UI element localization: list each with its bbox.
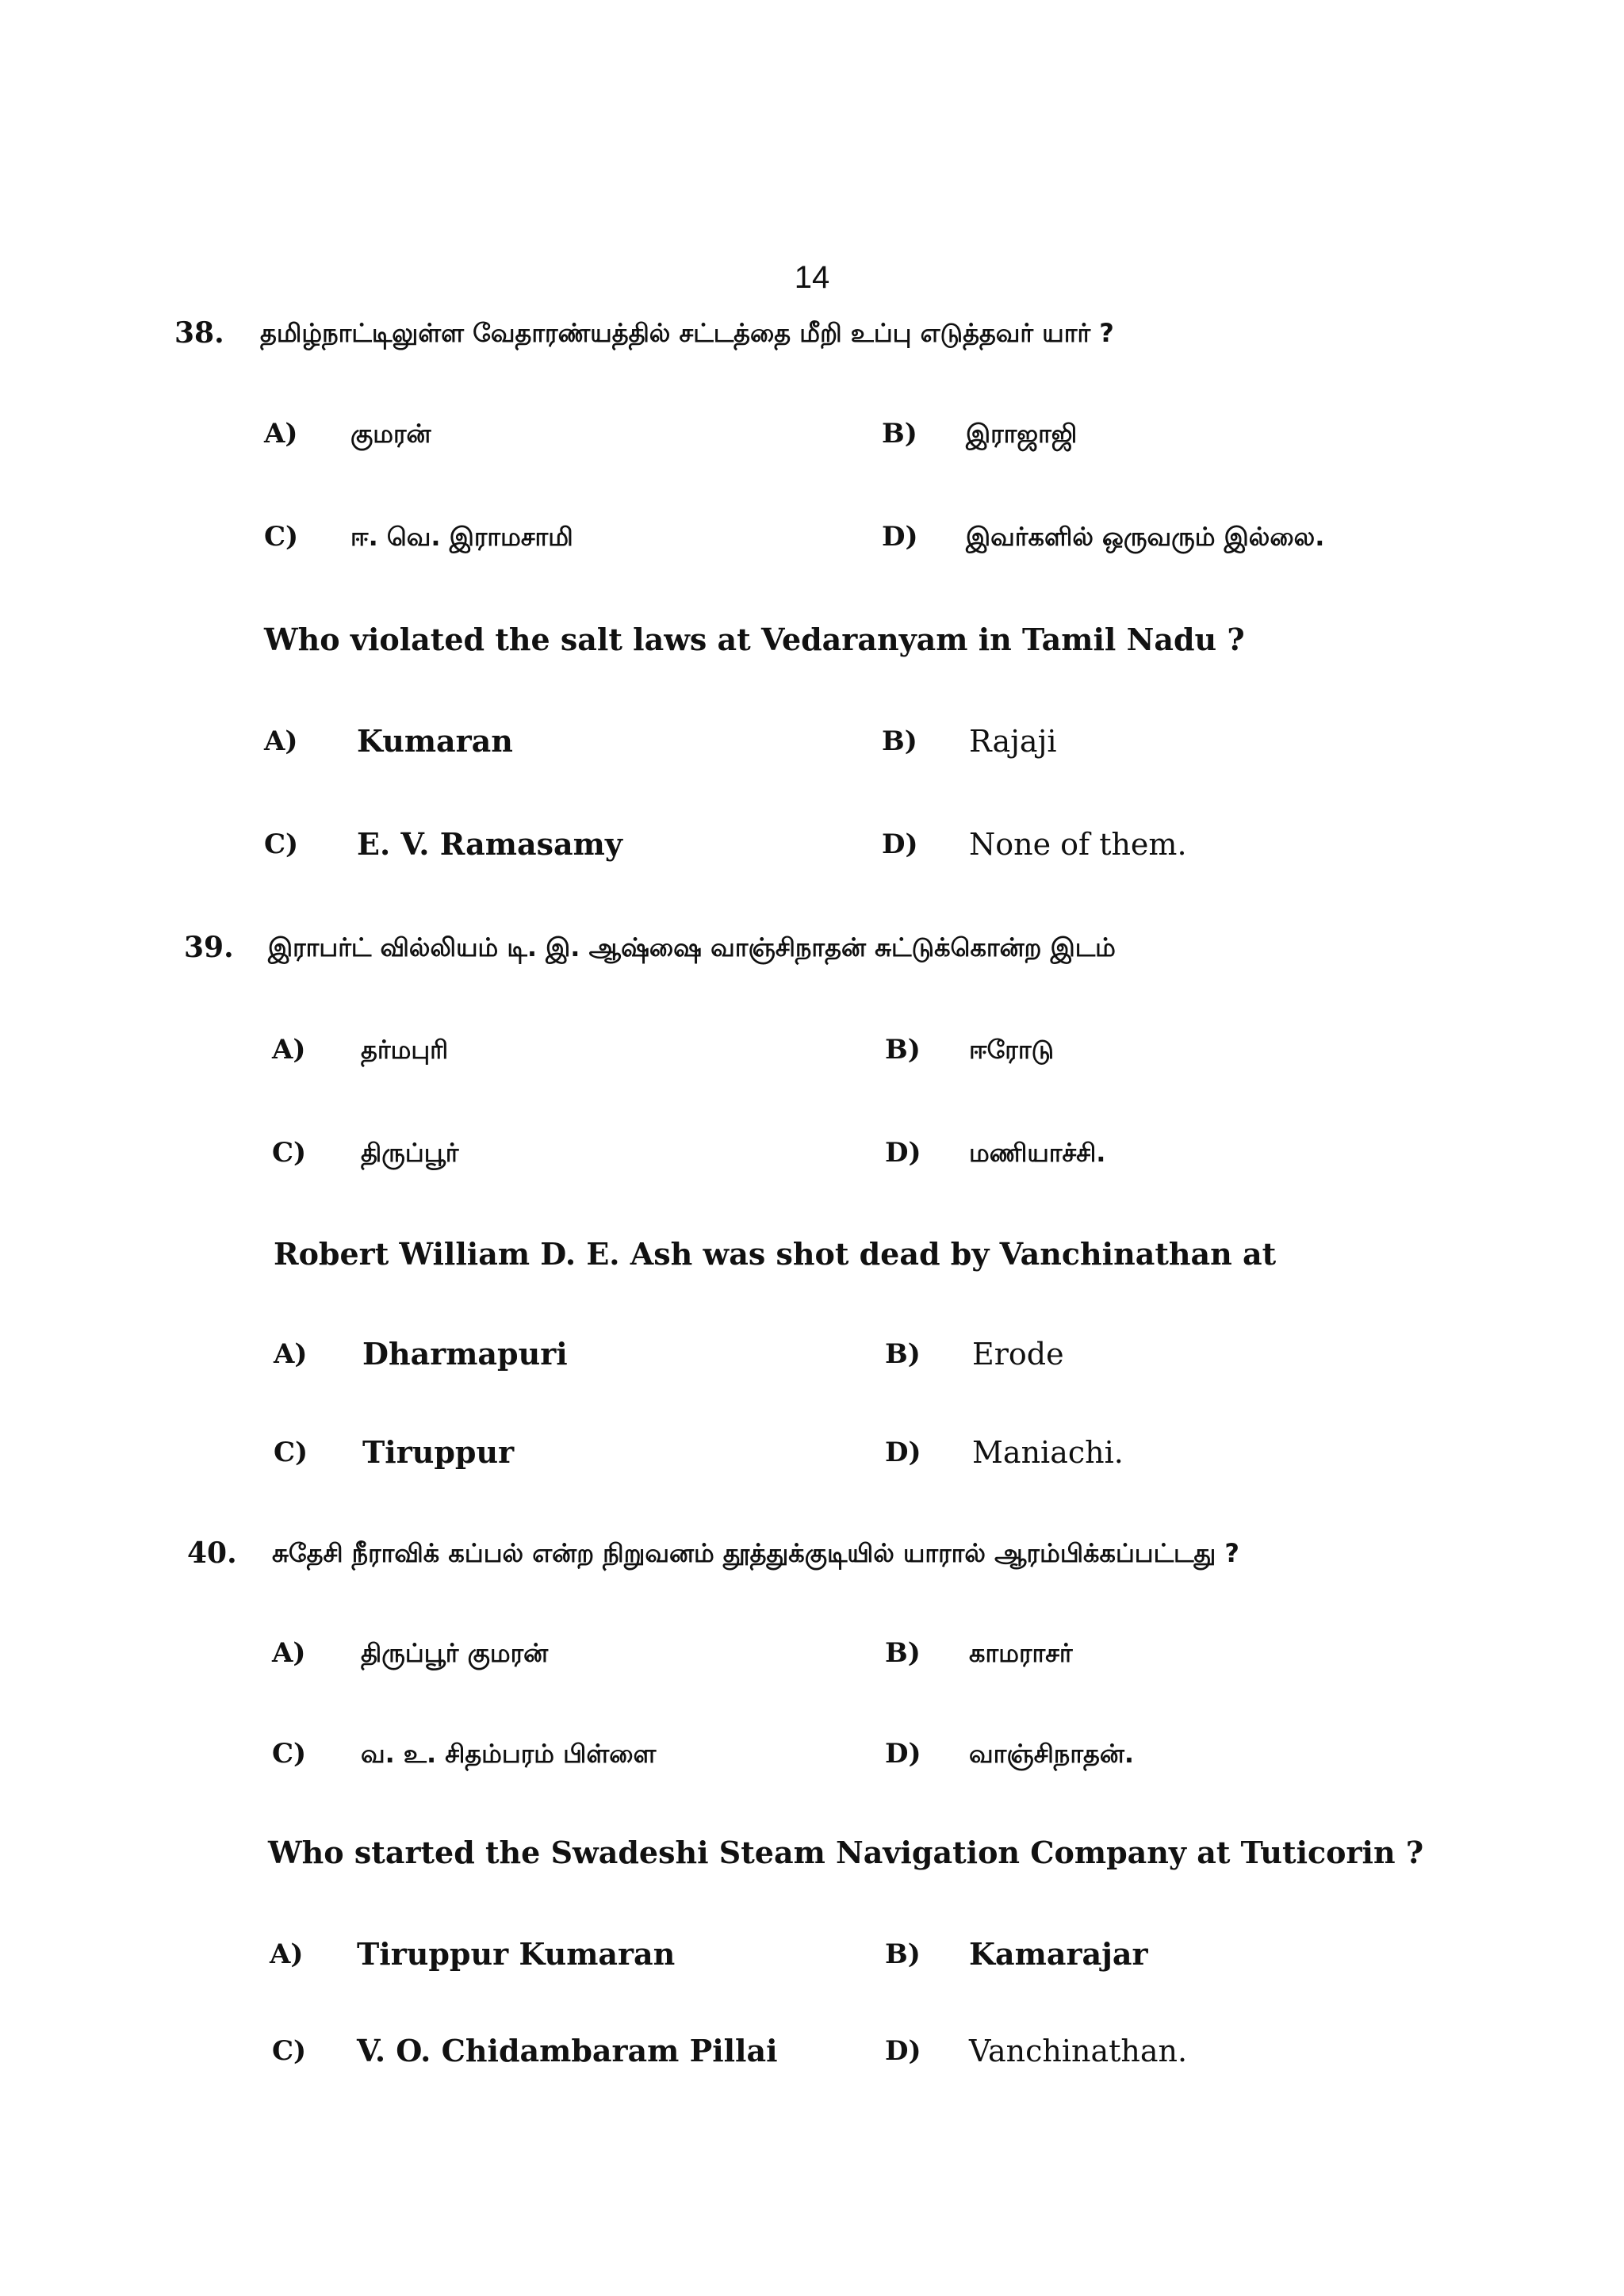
option-text: வாஞ்சிநாதன். — [969, 1739, 1135, 1769]
option-text: ஈரோடு — [969, 1035, 1055, 1065]
option-letter: B) — [885, 1637, 921, 1669]
option-letter: D) — [885, 1437, 921, 1468]
option-letter: D) — [882, 521, 918, 553]
question-text-tamil: இராபர்ட் வில்லியம் டி. இ. ஆஷ்ஷை வாஞ்சிநாதன் சுட்டுக்கொன்ற இடம் — [268, 932, 1116, 962]
option-letter: C) — [264, 828, 299, 860]
option-letter: A) — [264, 418, 298, 450]
option-letter: A) — [274, 1338, 308, 1370]
option-text: குமரன் — [350, 419, 431, 449]
option-letter: C) — [272, 2035, 307, 2067]
option-letter: C) — [272, 1738, 307, 1770]
option-text: Dharmapuri — [362, 1336, 568, 1372]
option-text: E. V. Ramasamy — [357, 826, 622, 862]
question-text-english: Who violated the salt laws at Vedaranyam in Tamil Nadu ? — [264, 622, 1245, 657]
option-letter: C) — [272, 1137, 307, 1169]
question-number: 39. — [184, 931, 234, 964]
option-text: None of them. — [969, 827, 1187, 862]
option-text: Kumaran — [357, 723, 513, 759]
option-letter: B) — [882, 418, 917, 450]
option-letter: C) — [274, 1437, 308, 1468]
question-text-tamil: தமிழ்நாட்டிலுள்ள வேதாரண்யத்தில் சட்டத்தை மீறி உப்பு எடுத்தவர் யார் ? — [260, 318, 1114, 348]
option-text: Erode — [972, 1337, 1064, 1372]
option-text: ஈ. வெ. இராமசாமி — [350, 522, 573, 552]
option-letter: D) — [882, 828, 918, 860]
option-letter: B) — [885, 1338, 921, 1370]
option-letter: A) — [270, 1938, 304, 1970]
option-letter: D) — [885, 1137, 921, 1169]
option-text: V. O. Chidambaram Pillai — [357, 2033, 778, 2068]
question-text-english: Who started the Swadeshi Steam Navigation Company at Tuticorin ? — [268, 1835, 1424, 1870]
option-letter: C) — [264, 521, 299, 553]
option-letter: D) — [885, 1738, 921, 1770]
option-text: Maniachi. — [972, 1435, 1124, 1470]
option-text: தர்மபுரி — [361, 1035, 449, 1065]
option-letter: B) — [885, 1938, 921, 1970]
option-letter: A) — [272, 1637, 306, 1669]
option-text: திருப்பூர் குமரன் — [361, 1638, 549, 1668]
option-letter: B) — [882, 725, 917, 757]
question-number: 38. — [174, 316, 224, 350]
option-text: திருப்பூர் — [361, 1138, 459, 1168]
page-number: 14 — [794, 260, 830, 295]
option-text: இராஜாஜி — [966, 419, 1078, 449]
option-text: இவர்களில் ஒருவரும் இல்லை. — [966, 522, 1325, 552]
option-text: காமராசர் — [969, 1638, 1073, 1668]
option-text: Vanchinathan. — [969, 2034, 1188, 2068]
option-text: Tiruppur Kumaran — [357, 1936, 676, 1972]
question-number: 40. — [187, 1536, 237, 1570]
option-letter: B) — [885, 1034, 921, 1066]
option-letter: D) — [885, 2035, 921, 2067]
option-text: மணியாச்சி. — [969, 1138, 1106, 1168]
question-text-tamil: சுதேசி நீராவிக் கப்பல் என்ற நிறுவனம் தூத்துக்குடியில் யாரால் ஆரம்பிக்கப்பட்டது ? — [272, 1538, 1239, 1568]
option-letter: A) — [264, 725, 298, 757]
question-text-english: Robert William D. E. Ash was shot dead by Vanchinathan at — [274, 1236, 1277, 1272]
option-text: Kamarajar — [969, 1936, 1148, 1972]
option-text: வ. உ. சிதம்பரம் பிள்ளை — [361, 1739, 657, 1769]
option-text: Rajaji — [969, 724, 1057, 759]
option-letter: A) — [272, 1034, 306, 1066]
option-text: Tiruppur — [362, 1434, 515, 1470]
